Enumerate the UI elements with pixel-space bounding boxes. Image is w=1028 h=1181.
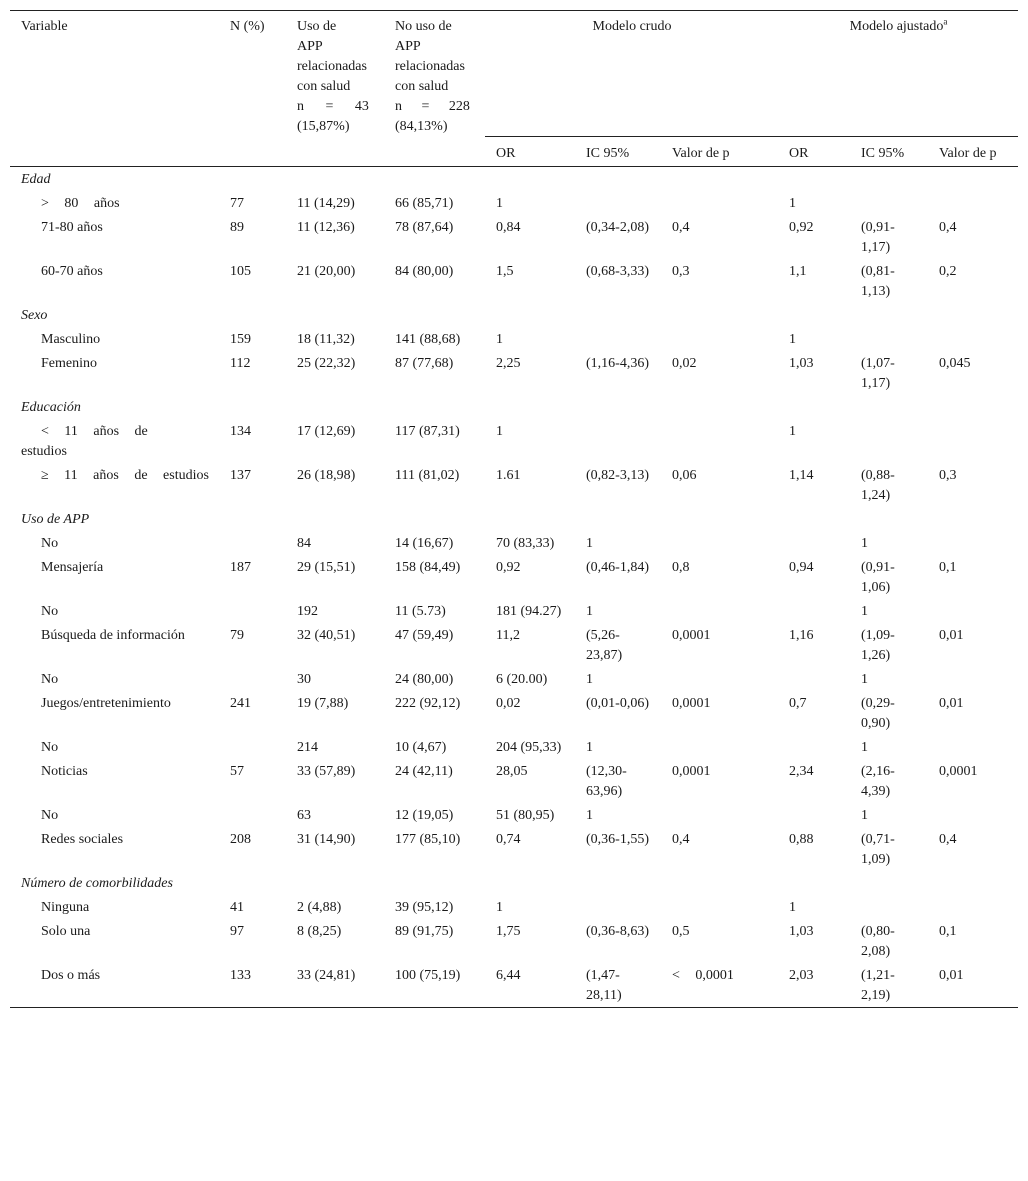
row-label-text: No	[41, 672, 59, 687]
table-row	[10, 919, 1018, 963]
row-label	[10, 327, 219, 351]
cell-ic: 1	[586, 740, 593, 755]
header-modelo-ajustado: Modelo ajustado$^a$	[778, 11, 1018, 137]
cell-n	[219, 531, 286, 555]
cell-p2: 0,1	[939, 924, 957, 939]
row-label-text: Mensajería	[41, 560, 104, 575]
cell-p2: 0,1	[939, 560, 957, 575]
cell-nouso: 47 (59,49)	[395, 628, 454, 643]
cell-n: 159	[230, 332, 251, 347]
row-label-text: Juegos/entretenimiento	[41, 696, 171, 711]
cell-nouso: 78 (87,64)	[395, 220, 454, 235]
cell-or2: 0,94	[789, 560, 814, 575]
table-row	[10, 351, 1018, 395]
cell-uso: 30	[297, 672, 311, 687]
cell-n: 77	[230, 196, 244, 211]
cell-or: 70 (83,33)	[496, 536, 555, 551]
cell-or: 181 (94.27)	[496, 604, 562, 619]
cell-ic2: 1	[861, 740, 868, 755]
cell-p2: 0,01	[939, 696, 964, 711]
cell-ic2: (0,91-1,17)	[861, 220, 895, 255]
row-label-text: < 11 años de estudios	[21, 424, 148, 459]
cell-ic2: (0,91-1,06)	[861, 560, 895, 595]
header-nouso-line: n = 228	[395, 99, 470, 114]
cell-p	[661, 191, 778, 215]
row-label	[10, 531, 219, 555]
cell-or2: 1,1	[789, 264, 807, 279]
table-row	[10, 759, 1018, 803]
cell-ic2	[850, 895, 928, 919]
header-or-adj: OR	[778, 137, 850, 167]
cell-p2	[928, 599, 1018, 623]
row-label	[10, 759, 219, 803]
cell-nouso: 39 (95,12)	[395, 900, 454, 915]
cell-or: 28,05	[496, 764, 528, 779]
cell-uso: 26 (18,98)	[297, 468, 356, 483]
cell-uso: 29 (15,51)	[297, 560, 356, 575]
cell-or2	[778, 531, 850, 555]
cell-or2: 0,92	[789, 220, 814, 235]
cell-nouso: 222 (92,12)	[395, 696, 461, 711]
cell-or2: 1,16	[789, 628, 814, 643]
cell-or: 1	[496, 332, 503, 347]
cell-n	[219, 803, 286, 827]
cell-ic: (12,30-63,96)	[586, 764, 627, 799]
cell-or2	[778, 803, 850, 827]
cell-n	[219, 735, 286, 759]
cell-n: 137	[230, 468, 251, 483]
header-nouso-line: relacionadas	[395, 59, 465, 74]
category-label: Sexo	[21, 308, 48, 323]
cell-p: 0,06	[672, 468, 697, 483]
cell-ic	[575, 419, 661, 463]
cell-nouso: 24 (80,00)	[395, 672, 454, 687]
header-variable: Variable	[10, 11, 219, 167]
category-label: Número de comorbilidades	[21, 876, 173, 891]
table-row	[10, 215, 1018, 259]
cell-nouso: 89 (91,75)	[395, 924, 454, 939]
cell-n: 134	[230, 424, 251, 439]
header-uso-app	[286, 11, 384, 167]
cell-n: 241	[230, 696, 251, 711]
cell-or2: 1	[789, 424, 796, 439]
row-label	[10, 735, 219, 759]
table-row	[10, 803, 1018, 827]
cell-p	[661, 419, 778, 463]
cell-or2: 1	[789, 332, 796, 347]
header-uso-line: n = 43	[297, 99, 369, 114]
footnote-marker: a	[943, 16, 948, 27]
cell-p2	[928, 327, 1018, 351]
header-modelo-crudo: Modelo crudo	[485, 11, 778, 137]
row-label	[10, 803, 219, 827]
header-uso-line: APP	[297, 39, 323, 54]
cell-ic	[575, 895, 661, 919]
row-label-text: Dos o más	[41, 968, 101, 983]
cell-uso: 214	[297, 740, 318, 755]
cell-ic	[575, 191, 661, 215]
table-row	[10, 599, 1018, 623]
table-row	[10, 623, 1018, 667]
cell-n	[219, 667, 286, 691]
cell-p	[661, 803, 778, 827]
cell-n: 89	[230, 220, 244, 235]
cell-ic2: (1,21-2,19)	[861, 968, 895, 1003]
cell-p2: 0,01	[939, 628, 964, 643]
cell-or: 0,74	[496, 832, 521, 847]
cell-p2	[928, 419, 1018, 463]
table-row	[10, 555, 1018, 599]
cell-uso: 21 (20,00)	[297, 264, 356, 279]
table-row	[10, 895, 1018, 919]
cell-p: 0,0001	[672, 696, 711, 711]
row-label	[10, 919, 219, 963]
cell-nouso: 14 (16,67)	[395, 536, 454, 551]
cell-ic2: (0,71-1,09)	[861, 832, 895, 867]
cell-nouso: 66 (85,71)	[395, 196, 454, 211]
row-label-text: Búsqueda de información	[41, 628, 185, 643]
table-row	[10, 691, 1018, 735]
category-row	[10, 395, 1018, 419]
cell-or: 2,25	[496, 356, 521, 371]
cell-ic2: (1,09-1,26)	[861, 628, 895, 663]
cell-p: 0,5	[672, 924, 690, 939]
category-label: Edad	[21, 172, 51, 187]
cell-or2: 1,03	[789, 924, 814, 939]
table-row	[10, 191, 1018, 215]
cell-p: 0,8	[672, 560, 690, 575]
cell-ic: (1,16-4,36)	[586, 356, 649, 371]
cell-uso: 19 (7,88)	[297, 696, 349, 711]
row-label-text: Masculino	[41, 332, 101, 347]
cell-n: 133	[230, 968, 251, 983]
cell-uso: 11 (14,29)	[297, 196, 355, 211]
cell-or: 1	[496, 424, 503, 439]
table-row	[10, 259, 1018, 303]
cell-p2: 0,3	[939, 468, 957, 483]
cell-or: 6 (20.00)	[496, 672, 548, 687]
cell-or2: 1,14	[789, 468, 814, 483]
header-ic: IC 95%	[575, 137, 661, 167]
cell-ic: 1	[586, 536, 593, 551]
cell-or: 0,92	[496, 560, 521, 575]
cell-nouso: 24 (42,11)	[395, 764, 453, 779]
header-uso-line: con salud	[297, 79, 351, 94]
cell-or: 0,02	[496, 696, 521, 711]
cell-or2: 1	[789, 196, 796, 211]
row-label	[10, 419, 219, 463]
cell-ic2	[850, 191, 928, 215]
cell-nouso: 10 (4,67)	[395, 740, 447, 755]
cell-or2	[778, 735, 850, 759]
header-no-uso-app	[384, 11, 485, 167]
cell-ic2: (2,16-4,39)	[861, 764, 895, 799]
row-label-text: ≥ 11 años de estudios	[41, 468, 209, 483]
cell-ic2: (0,81-1,13)	[861, 264, 895, 299]
cell-nouso: 84 (80,00)	[395, 264, 454, 279]
cell-ic: (0,36-1,55)	[586, 832, 649, 847]
cell-p2	[928, 667, 1018, 691]
row-label	[10, 895, 219, 919]
cell-or2: 2,03	[789, 968, 814, 983]
cell-ic2	[850, 419, 928, 463]
table-body	[10, 167, 1018, 1008]
cell-p2: 0,045	[939, 356, 971, 371]
cell-or: 51 (80,95)	[496, 808, 555, 823]
row-label-text: 71-80 años	[41, 220, 103, 235]
header-n-pct: N (%)	[219, 11, 286, 167]
cell-p: 0,4	[672, 220, 690, 235]
header-nouso-line: con salud	[395, 79, 449, 94]
category-row	[10, 507, 1018, 531]
cell-n: 187	[230, 560, 251, 575]
table-row	[10, 327, 1018, 351]
header-p: Valor de p	[661, 137, 778, 167]
cell-ic: 1	[586, 672, 593, 687]
cell-ic2: 1	[861, 536, 868, 551]
cell-or2: 2,34	[789, 764, 814, 779]
row-label	[10, 691, 219, 735]
cell-uso: 17 (12,69)	[297, 424, 356, 439]
header-or: OR	[485, 137, 575, 167]
cell-nouso: 100 (75,19)	[395, 968, 461, 983]
row-label-text: > 80 años	[41, 196, 120, 211]
cell-p	[661, 599, 778, 623]
cell-p2: 0,4	[939, 832, 957, 847]
cell-ic2: (0,29-0,90)	[861, 696, 895, 731]
cell-or: 0,84	[496, 220, 521, 235]
cell-nouso: 158 (84,49)	[395, 560, 461, 575]
cell-ic: (0,01-0,06)	[586, 696, 649, 711]
row-label-text: Noticias	[41, 764, 88, 779]
cell-or2: 1	[789, 900, 796, 915]
cell-ic2: 1	[861, 672, 868, 687]
table-row	[10, 827, 1018, 871]
cell-ic2: (0,88-1,24)	[861, 468, 895, 503]
row-label	[10, 827, 219, 871]
results-table	[10, 10, 1018, 1008]
cell-p2: 0,0001	[939, 764, 978, 779]
cell-p	[661, 895, 778, 919]
cell-p2: 0,2	[939, 264, 957, 279]
header-uso-line: Uso de	[297, 19, 337, 34]
cell-p: 0,0001	[672, 764, 711, 779]
cell-uso: 32 (40,51)	[297, 628, 356, 643]
cell-ic2: (1,07-1,17)	[861, 356, 895, 391]
cell-n: 79	[230, 628, 244, 643]
cell-or: 1,5	[496, 264, 514, 279]
cell-uso: 18 (11,32)	[297, 332, 355, 347]
cell-p: 0,02	[672, 356, 697, 371]
row-label-text: No	[41, 740, 59, 755]
cell-ic2: (0,80-2,08)	[861, 924, 895, 959]
cell-or2: 1,03	[789, 356, 814, 371]
row-label	[10, 215, 219, 259]
row-label-text: No	[41, 536, 59, 551]
header-uso-line: relacionadas	[297, 59, 367, 74]
header-nouso-line: (84,13%)	[395, 119, 448, 134]
cell-ic: (5,26-23,87)	[586, 628, 623, 663]
cell-p	[661, 327, 778, 351]
row-label-text: No	[41, 808, 59, 823]
category-row	[10, 303, 1018, 327]
row-label	[10, 555, 219, 599]
table-row	[10, 463, 1018, 507]
category-row	[10, 167, 1018, 192]
row-label	[10, 623, 219, 667]
cell-or: 1	[496, 196, 503, 211]
cell-n: 208	[230, 832, 251, 847]
cell-p2	[928, 191, 1018, 215]
row-label-text: Femenino	[41, 356, 97, 371]
row-label	[10, 667, 219, 691]
cell-ic: (1,47-28,11)	[586, 968, 622, 1003]
cell-p: < 0,0001	[672, 968, 734, 983]
cell-nouso: 141 (88,68)	[395, 332, 461, 347]
cell-p2	[928, 803, 1018, 827]
cell-n: 41	[230, 900, 244, 915]
cell-p2: 0,4	[939, 220, 957, 235]
cell-ic: 1	[586, 808, 593, 823]
cell-ic: (0,34-2,08)	[586, 220, 649, 235]
cell-nouso: 111 (81,02)	[395, 468, 460, 483]
row-label	[10, 463, 219, 507]
row-label-text: Ninguna	[41, 900, 90, 915]
cell-ic: 1	[586, 604, 593, 619]
row-label-text: Redes sociales	[41, 832, 124, 847]
cell-ic: (0,82-3,13)	[586, 468, 649, 483]
cell-or2: 0,88	[789, 832, 814, 847]
header-ic-adj: IC 95%	[850, 137, 928, 167]
cell-or: 1.61	[496, 468, 521, 483]
table-row	[10, 667, 1018, 691]
header-uso-line: (15,87%)	[297, 119, 350, 134]
cell-p2	[928, 531, 1018, 555]
cell-ic	[575, 327, 661, 351]
cell-n: 97	[230, 924, 244, 939]
row-label-text: No	[41, 604, 59, 619]
cell-ic: (0,36-8,63)	[586, 924, 649, 939]
cell-uso: 2 (4,88)	[297, 900, 342, 915]
cell-p2	[928, 735, 1018, 759]
cell-ic2: 1	[861, 808, 868, 823]
table-row	[10, 735, 1018, 759]
table-row	[10, 419, 1018, 463]
cell-nouso: 117 (87,31)	[395, 424, 460, 439]
table-row	[10, 531, 1018, 555]
cell-nouso: 87 (77,68)	[395, 356, 454, 371]
header-nouso-line: APP	[395, 39, 421, 54]
cell-or: 204 (95,33)	[496, 740, 562, 755]
category-row	[10, 871, 1018, 895]
category-label: Uso de APP	[21, 512, 90, 527]
cell-nouso: 177 (85,10)	[395, 832, 461, 847]
cell-n: 112	[230, 356, 251, 371]
row-label-text: 60-70 años	[41, 264, 103, 279]
cell-n: 105	[230, 264, 251, 279]
cell-uso: 84	[297, 536, 311, 551]
cell-or2: 0,7	[789, 696, 807, 711]
cell-p2	[928, 895, 1018, 919]
cell-uso: 33 (24,81)	[297, 968, 356, 983]
cell-or: 6,44	[496, 968, 521, 983]
cell-or: 1,75	[496, 924, 521, 939]
cell-nouso: 12 (19,05)	[395, 808, 454, 823]
cell-uso: 31 (14,90)	[297, 832, 356, 847]
cell-ic: (0,46-1,84)	[586, 560, 649, 575]
cell-uso: 8 (8,25)	[297, 924, 342, 939]
cell-p: 0,3	[672, 264, 690, 279]
cell-n	[219, 599, 286, 623]
row-label-text: Solo una	[41, 924, 91, 939]
row-label	[10, 963, 219, 1008]
row-label	[10, 259, 219, 303]
cell-ic2	[850, 327, 928, 351]
cell-uso: 33 (57,89)	[297, 764, 356, 779]
cell-p	[661, 667, 778, 691]
row-label	[10, 191, 219, 215]
cell-or2	[778, 667, 850, 691]
cell-p	[661, 735, 778, 759]
category-label: Educación	[21, 400, 81, 415]
cell-uso: 63	[297, 808, 311, 823]
cell-uso: 192	[297, 604, 318, 619]
row-label	[10, 351, 219, 395]
header-nouso-line: No uso de	[395, 19, 452, 34]
cell-uso: 11 (12,36)	[297, 220, 355, 235]
header-p-adj: Valor de p	[928, 137, 1018, 167]
row-label	[10, 599, 219, 623]
cell-p2: 0,01	[939, 968, 964, 983]
cell-uso: 25 (22,32)	[297, 356, 356, 371]
cell-or: 11,2	[496, 628, 520, 643]
cell-n: 57	[230, 764, 244, 779]
cell-or2	[778, 599, 850, 623]
cell-nouso: 11 (5.73)	[395, 604, 446, 619]
cell-ic: (0,68-3,33)	[586, 264, 649, 279]
cell-p: 0,0001	[672, 628, 711, 643]
cell-p	[661, 531, 778, 555]
cell-ic2: 1	[861, 604, 868, 619]
cell-or: 1	[496, 900, 503, 915]
table-row	[10, 963, 1018, 1008]
cell-p: 0,4	[672, 832, 690, 847]
